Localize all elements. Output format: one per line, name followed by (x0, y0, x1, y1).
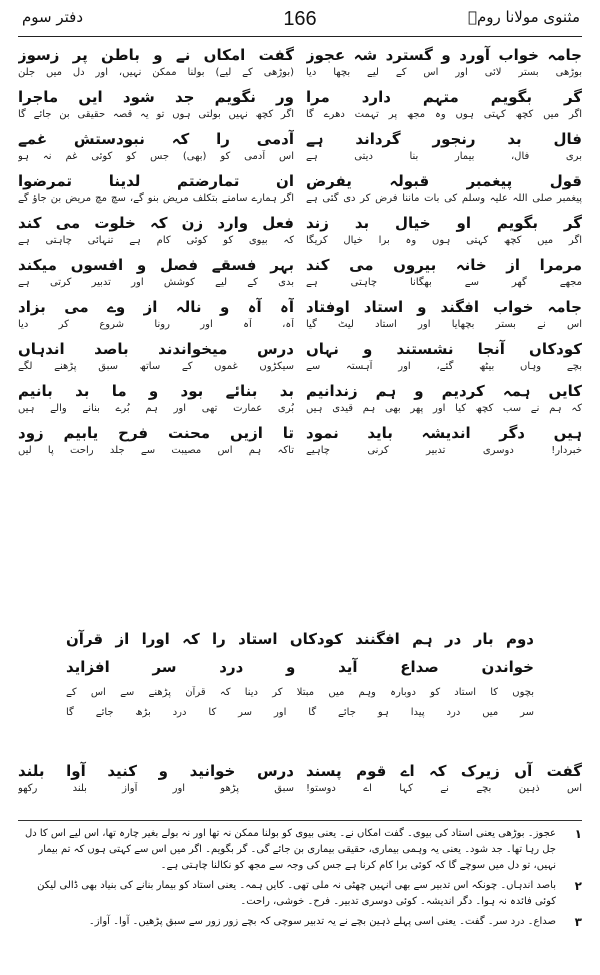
translation-text: کہ بیوی کو کوئی کام ہے تنہائی چاہتی ہے (18, 235, 294, 246)
translation-text: سبق پڑھو اور آواز بلند رکھو (18, 783, 294, 794)
couplet-second-hemistich (18, 254, 294, 290)
couplet-second-hemistich (18, 380, 294, 416)
translation-text: اس آدمی کو (بھی) جس کو کوئی غم نہ ہو (18, 151, 294, 162)
footnotes (18, 826, 582, 934)
header-rule (18, 36, 582, 37)
book-title: مثنوی مولانا رومؒ (468, 8, 580, 26)
couplet (18, 170, 582, 212)
couplet (18, 338, 582, 380)
verse-text: بہر فسقے فصل و افسوں میکند (18, 256, 294, 274)
verse-text: فعل وارد زن کہ خلوت می کند (18, 214, 294, 232)
page-header (0, 0, 600, 40)
verse-text: ور نگویم جد شود ایں ماجرا (18, 88, 294, 106)
section-heading-line-2: خواندن صداع آید و درد سر افزاید (66, 658, 534, 676)
couplet-first-hemistich (306, 422, 582, 458)
footnote-text: عجوز۔ بوڑھی یعنی استاد کی بیوی۔ گفت امکاں نے۔ یعنی بیوی کو بولنا ممکن نہ تھا اور نہ بولے بغیر چارہ تھا، اس لیے اس کا دل جل رہا تھا۔ جد شود۔ یعنی یہ وہمی بیماری، حقیقی بیماری بن جائے گی۔ گر بگویم۔ اگر میں اس سے کہتی ہوں کہ تم بیمار نہیں، تو دل میں سوچے گا کہ کوئی برا کام کرنا ہے جس کی وجہ سے مجھ کو نکالنا چاہتی ہے۔ (24, 828, 556, 871)
translation-text: بُری عمارت تھی اور ہم بُرے بنانے والے ہیں (18, 403, 294, 414)
translation-text: اس ذہین بچے نے کہا اے دوستو! (306, 783, 582, 794)
translation-text: پیغمبر صلی اللہ علیہ وسلم کی بات ماننا فرض کر دی گئی ہے (306, 193, 582, 204)
footnote-text: باصد اندہاں۔ چونکہ اس تدبیر سے بھی انہیں چھٹی نہ ملی تھی۔ کایں ہمہ۔ یعنی استاد کو بیمار بنانے کی بنیاد بھی ڈالی لیکن کوئی فائدہ نہ ہوا۔ دگر اندیشہ۔ کوئی دوسری تدبیر۔ فرح۔ خوشی، راحت۔ (37, 880, 556, 907)
verse-text: گر بگویم او خیال بد زند (306, 214, 582, 232)
translation-text: بری فال، بیمار بنا دیتی ہے (306, 151, 582, 162)
verse-text: آدمی را کہ نبودستش غمے (18, 130, 294, 148)
couplet (18, 380, 582, 422)
verse-text: گفت امکاں نے و باطن پر زسوز (18, 46, 294, 64)
couplets-block (18, 44, 582, 464)
verse-text: بد بنائے بود و ما بد بانیم (18, 382, 294, 400)
translation-text: اس نے بستر بچھایا اور استاد لیٹ گیا (306, 319, 582, 330)
couplet-second-hemistich (18, 338, 294, 374)
couplet (18, 212, 582, 254)
footnote-rule (18, 820, 582, 821)
verse-text: کودکاں آنجا نشستند و نہاں (306, 340, 582, 358)
translation-text: بچے وہاں بیٹھ گئے، اور آہستہ سے (306, 361, 582, 372)
footnote-text: صداع۔ درد سر۔ گفت۔ یعنی اسی پہلے ذہین بچے نے یہ تدبیر سوچی کہ بچے زور زور سے سبق پڑھیں۔ آوا۔ آواز۔ (88, 916, 556, 927)
couplet (18, 86, 582, 128)
couplet (18, 760, 582, 802)
couplet-second-hemistich (18, 760, 294, 796)
section-translation-line-1: بچوں کا استاد کو دوبارہ وہم میں مبتلا کر دینا کہ قرآن پڑھنے سے اس کے (66, 687, 534, 698)
verse-text: گر بگویم متہم دارد مرا (306, 88, 582, 106)
verse-text: جامہ خواب افگند و استاد اوفتاد (306, 298, 582, 316)
section-heading-continued (18, 656, 582, 720)
verse-text: مرمرا از خانہ بیروں می کند (306, 256, 582, 274)
couplet-first-hemistich (306, 86, 582, 122)
couplet-first-hemistich (306, 128, 582, 164)
couplet (18, 422, 582, 464)
verse-text: گفت آں زیرک کہ اے قوم پسند (306, 762, 582, 780)
couplet-second-hemistich (18, 86, 294, 122)
volume-title: دفتر سوم (22, 8, 84, 26)
footnote-number: ۱ (574, 827, 582, 841)
couplet-second-hemistich (18, 296, 294, 332)
translation-text: اگر میں کچھ کہتی ہوں وہ مجھ پر تہمت دھرے گا (306, 109, 582, 120)
final-couplet-block (18, 760, 582, 802)
translation-text: تاکہ ہم اس مصیبت سے جلد راحت پا لیں (18, 445, 294, 456)
footnote (18, 826, 582, 874)
verse-text: کایں ہمہ کردیم و ہم زندانیم (306, 382, 582, 400)
couplet-second-hemistich (18, 44, 294, 80)
couplet (18, 254, 582, 296)
verse-text: درس خوانید و کنید آوا بلند (18, 762, 294, 780)
translation-text: سیکڑوں غموں کے ساتھ سبق پڑھنے لگے (18, 361, 294, 372)
couplet-first-hemistich (306, 170, 582, 206)
couplet-first-hemistich (306, 380, 582, 416)
couplet-first-hemistich (306, 338, 582, 374)
section-heading (18, 628, 582, 650)
couplet (18, 128, 582, 170)
footnote-number: ۳ (574, 915, 582, 929)
verse-text: ہیں دگر اندیشہ باید نمود (306, 424, 582, 442)
verse-text: ان تمارضتم لدینا تمرضوا (18, 172, 294, 190)
translation-text: بوڑھی بستر لائی اور اس کے لیے بچھا دیا (306, 67, 582, 78)
verse-text: قول پیغمبر قبولہ یفرض (306, 172, 582, 190)
section-translation-line-2: سر میں درد پیدا ہو جائے گا اور سر کا درد بڑھ جائے گا (66, 707, 534, 718)
couplet (18, 44, 582, 86)
translation-text: اگر کچھ نہیں بولتی ہوں تو یہ قصہ حقیقی بن جائے گا (18, 109, 294, 120)
verse-text: آہ آہ و نالہ از وے می بزاد (18, 298, 294, 316)
translation-text: بدی کے لیے کوشش اور تدبیر کرتی ہے (18, 277, 294, 288)
footnote (18, 914, 582, 930)
page-number: 166 (283, 8, 317, 30)
translation-text: اگر میں کچھ کہتی ہوں وہ برا خیال کریگا (306, 235, 582, 246)
couplet-second-hemistich (18, 170, 294, 206)
couplet-second-hemistich (18, 128, 294, 164)
couplet-first-hemistich (306, 760, 582, 796)
verse-text: فال بد رنجور گرداند ہے (306, 130, 582, 148)
section-heading-line-1: دوم بار در ہم افگنند کودکاں استاد را کہ اورا از قرآن (66, 630, 534, 648)
couplet (18, 296, 582, 338)
translation-text: مجھے گھر سے بھگانا چاہتی ہے (306, 277, 582, 288)
verse-text: جامہ خواب آورد و گسترد شہ عجوز (306, 46, 582, 64)
couplet-first-hemistich (306, 254, 582, 290)
translation-text: خبردار! دوسری تدبیر کرنی چاہیے (306, 445, 582, 456)
verse-text: درس میخواندند باصد اندہاں (18, 340, 294, 358)
couplet-first-hemistich (306, 44, 582, 80)
translation-text: کہ ہم نے سب کچھ کیا اور پھر بھی ہم قیدی ہیں (306, 403, 582, 414)
verse-text: تا ازیں محنت فرح یابیم زود (18, 424, 294, 442)
couplet-first-hemistich (306, 296, 582, 332)
couplet-first-hemistich (306, 212, 582, 248)
couplet-second-hemistich (18, 212, 294, 248)
couplet-second-hemistich (18, 422, 294, 458)
translation-text: (بوڑھی کے لیے) بولنا ممکن نہیں، اور دل میں جلن (18, 67, 294, 78)
translation-text: اگر ہمارے سامنے بتکلف مریض بنو گے، سچ مچ مریض بن جاؤ گے (18, 193, 294, 204)
translation-text: آہ، آہ اور رونا شروع کر دیا (18, 319, 294, 330)
footnote (18, 878, 582, 910)
footnote-number: ۲ (574, 879, 582, 893)
